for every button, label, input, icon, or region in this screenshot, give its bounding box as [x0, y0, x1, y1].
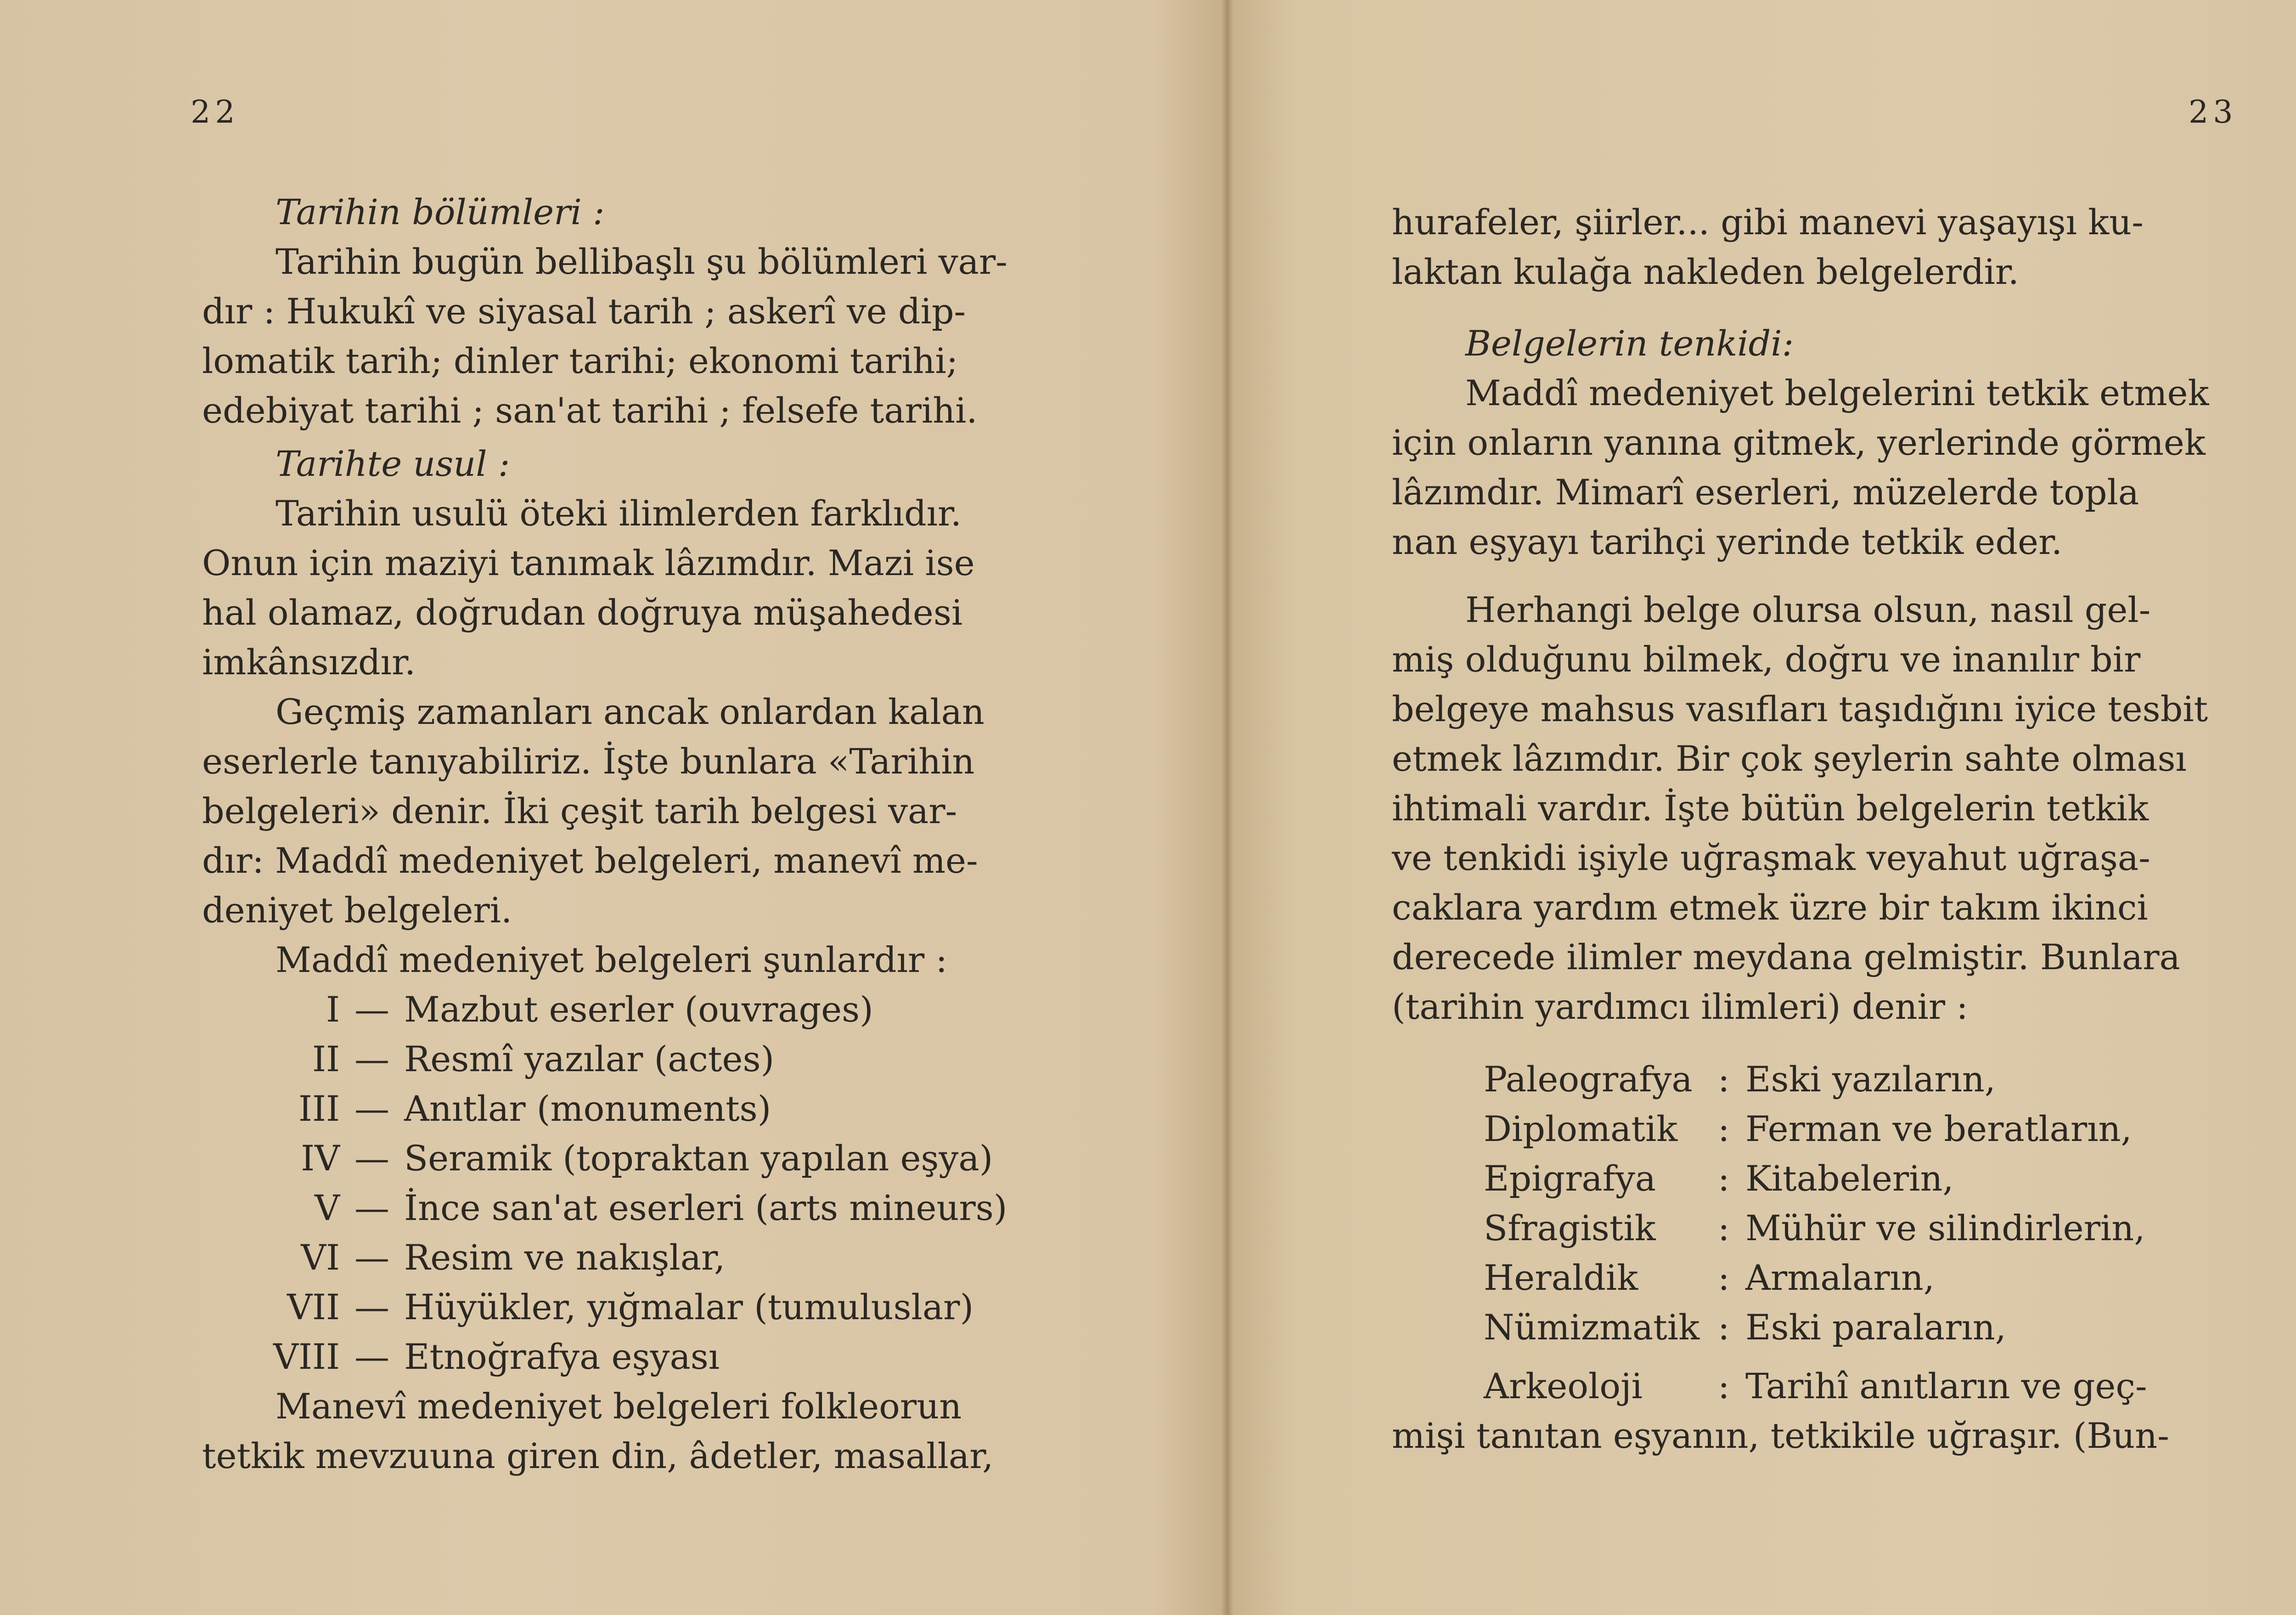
- list-text: Anıtlar (monuments): [404, 1088, 771, 1129]
- section-heading: Tarihin bölümleri :: [276, 192, 605, 232]
- text-line: hal olamaz, doğrudan doğruya müşahedesi: [202, 592, 963, 633]
- list-dash: —: [355, 1138, 389, 1179]
- list-text: Resim ve nakışlar,: [404, 1237, 726, 1278]
- list-dash: —: [355, 1287, 389, 1327]
- list-text: İnce san'at eserleri (arts mineurs): [404, 1187, 1007, 1228]
- list-text: Hüyükler, yığmalar (tumuluslar): [404, 1287, 974, 1327]
- list-item: [202, 985, 1047, 1034]
- list-item: [202, 1034, 1047, 1084]
- list-text: Seramik (topraktan yapılan eşya): [404, 1138, 993, 1179]
- colon: :: [1718, 1366, 1730, 1406]
- list-item: [202, 1282, 1047, 1332]
- list-item: [1484, 1104, 2246, 1154]
- list-item: [202, 1084, 1047, 1134]
- text-line: belgeleri» denir. İki çeşit tarih belgesi var-: [202, 791, 957, 831]
- list-item: [202, 1134, 1047, 1183]
- colon: :: [1718, 1108, 1730, 1149]
- section-heading: Belgelerin tenkidi:: [1465, 323, 1794, 364]
- list-item: [1484, 1361, 2246, 1411]
- text-line: Herhangi belge olursa olsun, nasıl gel-: [1465, 589, 2151, 630]
- text-line: Tarihin bugün bellibaşlı şu bölümleri var-: [276, 241, 1007, 282]
- right-page-text: [1392, 198, 2246, 1461]
- list-item: [202, 1183, 1047, 1233]
- paragraph: [1392, 368, 2246, 567]
- text-line: Manevî medeniyet belgeleri folkleorun: [276, 1386, 962, 1427]
- text-line: için onların yanına gitmek, yerlerinde görmek: [1392, 422, 2206, 463]
- text-line: tetkik mevzuuna giren din, âdetler, masallar,: [202, 1435, 994, 1476]
- list-item: [202, 1233, 1047, 1282]
- list-dash: —: [355, 1088, 389, 1129]
- list-number: VI: [301, 1237, 340, 1278]
- paragraph: [202, 489, 1047, 687]
- page-number: 22: [191, 94, 240, 130]
- text-line: Geçmiş zamanları ancak onlardan kalan: [276, 691, 985, 732]
- science-description: Eski paraların,: [1745, 1307, 2006, 1348]
- text-line: laktan kulağa nakleden belgelerdir.: [1392, 251, 2019, 292]
- list-dash: —: [355, 1237, 389, 1278]
- list-dash: —: [355, 1187, 389, 1228]
- text-line: belgeye mahsus vasıfları taşıdığını iyice tesbit: [1392, 689, 2208, 729]
- list-item: [1484, 1055, 2246, 1104]
- text-line: dır : Hukukî ve siyasal tarih ; askerî ve dip-: [202, 291, 966, 332]
- text-line: hurafeler, şiirler... gibi manevi yaşayışı ku-: [1392, 202, 2144, 243]
- science-description: Armaların,: [1745, 1257, 1935, 1298]
- text-line: Tarihin usulü öteki ilimlerden farklıdır.: [276, 493, 962, 534]
- science-name: Heraldik: [1484, 1257, 1638, 1298]
- numbered-list: [202, 985, 1047, 1382]
- list-text: Mazbut eserler (ouvrages): [404, 989, 873, 1030]
- text-line: miş olduğunu bilmek, doğru ve inanılır bir: [1392, 639, 2141, 680]
- text-line: derecede ilimler meydana gelmiştir. Bunlara: [1392, 937, 2180, 977]
- right-page: [1233, 0, 2296, 1615]
- science-description: Kitabelerin,: [1745, 1158, 1954, 1199]
- list-number: VII: [287, 1287, 340, 1327]
- science-name: Diplomatik: [1484, 1108, 1678, 1149]
- text-line: dır: Maddî medeniyet belgeleri, manevî me-: [202, 840, 978, 881]
- science-name: Paleografya: [1484, 1059, 1693, 1100]
- paragraph: [1392, 198, 2246, 297]
- auxiliary-sciences-list: [1484, 1055, 2246, 1411]
- list-item: [1484, 1303, 2246, 1352]
- list-text: Etnoğrafya eşyası: [404, 1336, 720, 1377]
- science-name: Epigrafya: [1484, 1158, 1656, 1199]
- text-line: etmek lâzımdır. Bir çok şeylerin sahte olması: [1392, 738, 2187, 779]
- science-description: Tarihî anıtların ve geç-: [1745, 1366, 2147, 1406]
- list-item: [1484, 1154, 2246, 1203]
- text-line: lâzımdır. Mimarî eserleri, müzelerde topla: [1392, 472, 2139, 513]
- list-dash: —: [355, 989, 389, 1030]
- list-dash: —: [355, 1336, 389, 1377]
- text-line: caklara yardım etmek üzre bir takım ikinci: [1392, 887, 2148, 928]
- list-item: [1484, 1253, 2246, 1303]
- text-line: lomatik tarih; dinler tarihi; ekonomi tarihi;: [202, 340, 958, 381]
- colon: :: [1718, 1307, 1730, 1348]
- paragraph: [202, 1382, 1047, 1481]
- text-line: ihtimali vardır. İşte bütün belgelerin tetkik: [1392, 788, 2149, 829]
- colon: :: [1718, 1059, 1730, 1100]
- list-dash: —: [355, 1039, 389, 1079]
- science-description: Eski yazıların,: [1745, 1059, 1996, 1100]
- text-line: Onun için maziyi tanımak lâzımdır. Mazi ise: [202, 542, 975, 583]
- list-number: IV: [301, 1138, 340, 1179]
- book-gutter: [1221, 0, 1233, 1615]
- list-number: II: [312, 1039, 340, 1079]
- list-item: [202, 1332, 1047, 1382]
- list-number: I: [326, 989, 340, 1030]
- left-page-text: [202, 184, 1047, 1481]
- science-description: Mühür ve silindirlerin,: [1745, 1208, 2145, 1248]
- science-description: Ferman ve beratların,: [1745, 1108, 2132, 1149]
- list-number: V: [315, 1187, 340, 1228]
- list-text: Resmî yazılar (actes): [404, 1039, 775, 1079]
- colon: :: [1718, 1208, 1730, 1248]
- science-name: Arkeoloji: [1484, 1366, 1643, 1406]
- paragraph: [202, 687, 1047, 935]
- science-name: Sfragistik: [1484, 1208, 1656, 1248]
- science-name: Nümizmatik: [1484, 1307, 1700, 1348]
- text-line: mişi tanıtan eşyanın, tetkikile uğraşır. (Bun-: [1392, 1415, 2169, 1456]
- text-line: (tarihin yardımcı ilimleri) denir :: [1392, 986, 1968, 1027]
- text-line: Maddî medeniyet belgeleri şunlardır :: [276, 939, 947, 980]
- text-line: eserlerle tanıyabiliriz. İşte bunlara «Tarihin: [202, 741, 975, 782]
- list-item: [1484, 1203, 2246, 1253]
- text-line: Maddî medeniyet belgelerini tetkik etmek: [1465, 373, 2209, 413]
- list-number: III: [298, 1088, 340, 1129]
- colon: :: [1718, 1158, 1730, 1199]
- text-line: imkânsızdır.: [202, 642, 416, 683]
- page-number: 23: [2189, 94, 2238, 130]
- list-number: VIII: [273, 1336, 340, 1377]
- text-line: deniyet belgeleri.: [202, 890, 512, 931]
- section-heading: Tarihte usul :: [276, 443, 510, 484]
- paragraph: [1392, 585, 2246, 1032]
- text-line: nan eşyayı tarihçi yerinde tetkik eder.: [1392, 521, 2063, 562]
- colon: :: [1718, 1257, 1730, 1298]
- paragraph: [202, 237, 1047, 435]
- text-line: edebiyat tarihi ; san'at tarihi ; felsefe tarihi.: [202, 390, 978, 431]
- text-line: ve tenkidi işiyle uğraşmak veyahut uğraşa-: [1392, 837, 2150, 878]
